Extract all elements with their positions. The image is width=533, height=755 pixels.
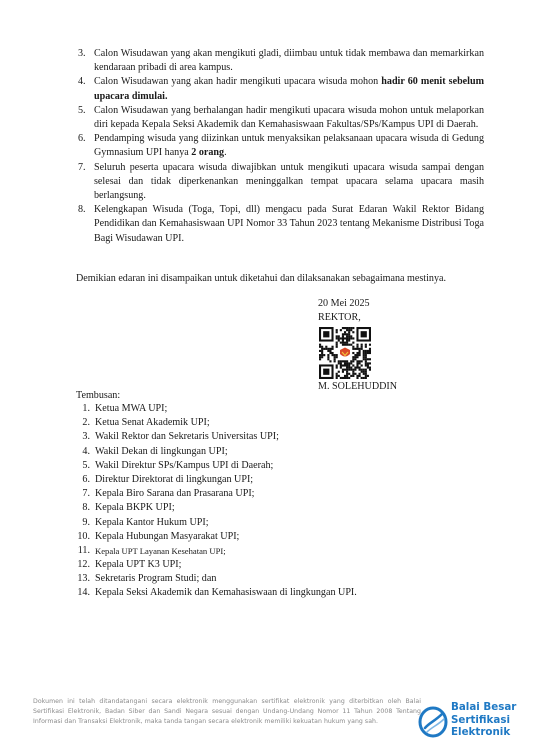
cc-text: Kepala Hubungan Masyarakat UPI; xyxy=(95,530,240,542)
instruction-text: Calon Wisudawan yang berhalangan hadir mengikuti upacara wisuda mohon untuk melaporkan diri kepada Kepala Seksi Akademik dan Kemahasiswaan Fakultas/SPs/Kampus UPI di Daerah. xyxy=(94,104,484,131)
instruction-text: . xyxy=(224,147,227,159)
cc-item xyxy=(77,473,497,487)
cc-number: 8. xyxy=(82,502,90,514)
bsre-logo-line: Elektronik xyxy=(451,726,511,738)
instruction-number: 3. xyxy=(78,48,86,59)
cc-item xyxy=(77,487,497,501)
cc-number: 1. xyxy=(82,403,90,414)
signature-office: REKTOR, xyxy=(318,312,361,324)
cc-item xyxy=(77,530,497,544)
instruction-item xyxy=(78,132,484,160)
cc-item xyxy=(77,586,497,600)
e-signature-footer-note: Dokumen ini telah ditandatangani secara elektronik menggunakan sertifikat elektronik yang diterbitkan oleh Balai Sertifikasi Elektronik, Badan Siber dan Sandi Negara sesuai dengan Undang-Undang Nomor 11 Tahun 2008 Tentang Informasi dan Transaksi Elektronik, maka tanda tangan secara elektronik memiliki kekuatan hukum yang sah. xyxy=(33,698,421,725)
cc-number: 9. xyxy=(82,516,90,528)
cc-number: 7. xyxy=(82,488,90,500)
cc-text: Kepala UPT K3 UPI; xyxy=(95,559,182,571)
signature-block xyxy=(318,297,468,395)
signer-name: M. SOLEHUDDIN xyxy=(318,381,398,393)
cc-item xyxy=(77,558,497,572)
cc-text: Kepala BKPK UPI; xyxy=(95,502,175,514)
cc-list xyxy=(77,402,497,601)
instruction-number: 8. xyxy=(78,204,86,216)
cc-number: 12. xyxy=(77,559,90,571)
cc-item xyxy=(77,445,497,459)
cc-number: 5. xyxy=(82,459,90,471)
cc-text: Wakil Direktur SPs/Kampus UPI di Daerah; xyxy=(95,459,274,471)
cc-title: Tembusan: xyxy=(76,390,121,401)
cc-item xyxy=(77,501,497,515)
cc-text: Ketua MWA UPI; xyxy=(95,403,168,414)
instruction-text: Kelengkapan Wisuda (Toga, Topi, dll) mengacu pada Surat Edaran Wakil Rektor Bidang Pendidikan dan Kemahasiswaan UPI Nomor 33 Tahun 2023 tentang Mekanisme Distribusi Toga Bagi Wisudawan UPI. xyxy=(94,204,484,244)
cc-number: 4. xyxy=(82,445,90,457)
instruction-item xyxy=(78,75,484,103)
instruction-item xyxy=(78,104,484,132)
bsre-logo-text xyxy=(451,701,516,739)
cc-text: Wakil Dekan di lingkungan UPI; xyxy=(95,445,228,457)
cc-text: Kepala Seksi Akademik dan Kemahasiswaan di lingkungan UPI. xyxy=(95,587,357,599)
cc-number: 14. xyxy=(77,587,90,599)
cc-number: 6. xyxy=(82,473,90,485)
bsre-logo xyxy=(417,700,527,744)
cc-number: 10. xyxy=(77,530,90,542)
instruction-text: Pendamping wisuda yang diizinkan untuk menyaksikan pelaksanaan upacara wisuda di Gedung Gymnasium UPI hanya xyxy=(94,133,484,159)
instruction-emphasis: hadir 60 menit sebelum upacara dimulai. xyxy=(94,76,484,102)
instruction-text: Seluruh peserta upacara wisuda diwajibkan untuk mengikuti upacara wisuda sampai dengan selesai dan tidak diperkenankan meninggalkan tempat upacara selama upacara masih berlangsung. xyxy=(94,161,484,202)
cc-text: Kepala UPT Layanan Kesehatan UPI; xyxy=(95,545,226,556)
instruction-item xyxy=(78,203,484,246)
instruction-emphasis: 2 orang xyxy=(191,147,225,159)
instruction-text: Calon Wisudawan yang akan hadir mengikuti upacara wisuda mohon xyxy=(94,76,382,88)
cc-text: Kepala Kantor Hukum UPI; xyxy=(95,516,209,528)
cc-item xyxy=(77,572,497,586)
qr-code-icon xyxy=(319,327,371,379)
cc-number: 3. xyxy=(82,431,90,443)
cc-text: Kepala Biro Sarana dan Prasarana UPI; xyxy=(95,488,255,500)
cc-text: Sekretaris Program Studi; dan xyxy=(95,573,217,585)
instruction-number: 4. xyxy=(78,76,86,88)
cc-item xyxy=(77,516,497,530)
closing-paragraph: Demikian edaran ini disampaikan untuk diketahui dan dilaksanakan sebagaimana mestinya. xyxy=(76,273,446,284)
instruction-number: 6. xyxy=(78,133,86,145)
bsre-logo-icon xyxy=(417,705,449,739)
cc-number: 13. xyxy=(77,573,90,585)
instruction-number: 7. xyxy=(78,161,86,173)
instruction-text: Calon Wisudawan yang akan mengikuti gladi, diimbau untuk tidak membawa dan memarkirkan kendaraan pribadi di area kampus. xyxy=(94,48,484,74)
cc-text: Ketua Senat Akademik UPI; xyxy=(95,417,210,429)
instruction-number: 5. xyxy=(78,104,86,116)
cc-text: Direktur Direktorat di lingkungan UPI; xyxy=(95,473,254,485)
cc-item xyxy=(77,402,497,416)
cc-item xyxy=(77,430,497,444)
cc-number: 2. xyxy=(82,417,90,429)
instruction-item xyxy=(78,47,484,75)
instruction-list xyxy=(78,47,484,246)
cc-item xyxy=(77,544,497,558)
bsre-logo-line: Balai Besar xyxy=(451,701,517,713)
signature-date: 20 Mei 2025 xyxy=(318,298,370,309)
instruction-item xyxy=(78,161,484,204)
bsre-logo-line: Sertifikasi xyxy=(451,713,511,726)
cc-number: 11. xyxy=(77,544,90,556)
cc-text: Wakil Rektor dan Sekretaris Universitas UPI; xyxy=(95,431,279,443)
cc-item xyxy=(77,459,497,473)
cc-item xyxy=(77,416,497,430)
